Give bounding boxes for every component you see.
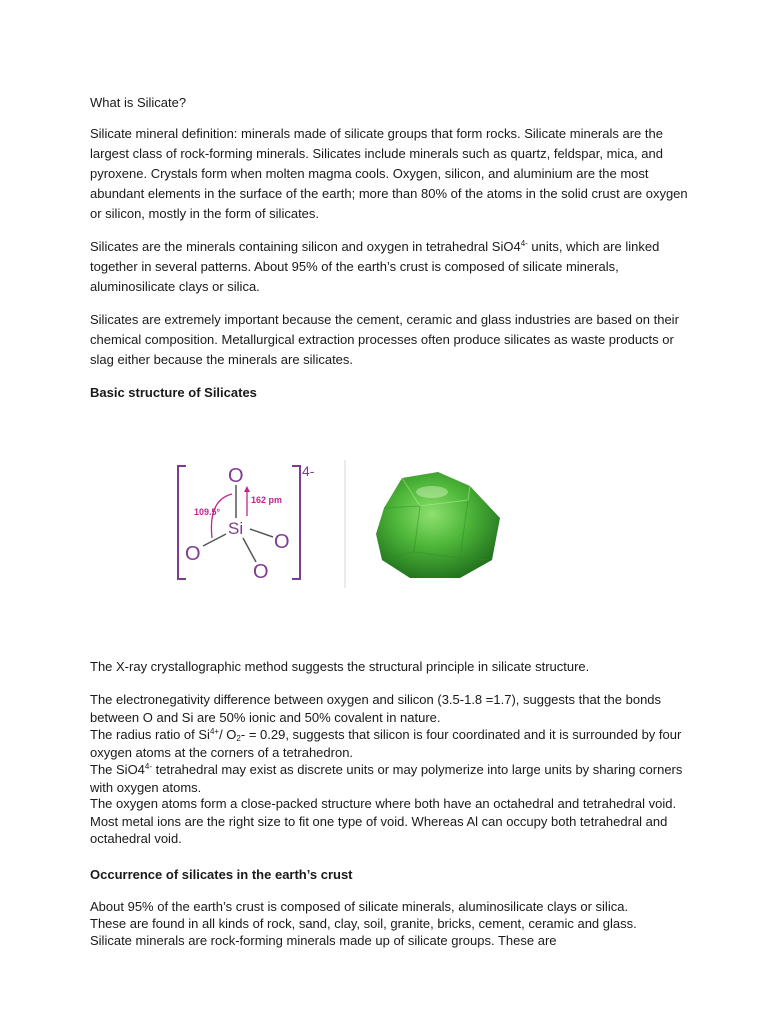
crystal-highlight [416,486,448,498]
text-run: tetrahedral may exist as discrete units or may polymerize into large units by sharing corners with oxygen atoms. [90,762,683,795]
text-run: - = 0.29, suggests that silicon is four coordinated and it is surrounded by four oxygen atoms at the corners of a tetrahedron. [90,727,682,760]
green-crystal-image [170,448,570,598]
occurrence-line: Silicate minerals are rock-forming minerals made up of silicate groups. These are [90,933,557,948]
radius-ratio-paragraph [90,726,690,761]
tetrahedral-units-paragraph [90,761,690,796]
packing-paragraph: The oxygen atoms form a close-packed structure where both have an octahedral and tetrahedral void. Most metal ions are the right size to fit one type of void. Whereas Al can occupy both tetrahedral and octahedral void. [90,796,677,847]
importance-paragraph: Silicates are extremely important because the cement, ceramic and glass industries are based on their chemical composition. Metallurgical extraction processes often produce silicates as waste products or slag either because the minerals are silicates. [90,312,679,367]
tetrahedral-paragraph [90,237,690,297]
page-title: What is Silicate? [90,95,187,110]
charge-superscript: 4- [144,762,153,771]
oxygen-right: O [274,531,290,553]
xray-paragraph: The X-ray crystallographic method suggests the structural principle in silicate structure. [90,659,590,674]
silicate-figure [170,448,570,598]
text-run: Silicates are the minerals containing silicon and oxygen in tetrahedral SiO4 [90,239,521,254]
text-run: units, which are linked together in several patterns. About 95% of the earth’s crust is composed of silicate minerals, aluminosilicate clays or silica. [90,239,660,294]
oxygen-bottom: O [253,561,269,583]
bond-angle-label: 109.5° [194,507,221,517]
oxygen-top: O [228,465,244,487]
occurrence-line: About 95% of the earth’s crust is composed of silicate minerals, aluminosilicate clays or silica. [90,899,629,914]
text-run: The radius ratio of Si [90,727,210,742]
text-run: / O [219,727,237,742]
oxygen-left: O [185,543,201,565]
text-run: The SiO4 [90,762,145,777]
silicon-atom: Si [228,519,244,538]
bond-length-label: 162 pm [251,495,283,505]
definition-paragraph: Silicate mineral definition: minerals made of silicate groups that form rocks. Silicate minerals are the largest class of rock-forming minerals. Silicates include minerals such as quartz, feldspar, mica, and pyroxene. Crystals form when molten magma cools. Oxygen, silicon, and aluminium are the most abundant elements in the surface of the earth; more than 80% of the atoms in the solid crust are oxygen or silicon, mostly in the form of silicates. [90,126,688,221]
section-heading-structure: Basic structure of Silicates [90,385,257,400]
charge-label: 4- [302,463,315,479]
charge-superscript: 4+ [209,727,220,736]
occurrence-line: These are found in all kinds of rock, sand, clay, soil, granite, bricks, cement, ceramic and glass. [90,916,637,931]
electronegativity-paragraph: The electronegativity difference between oxygen and silicon (3.5-1.8 =1.7), suggests that the bonds between O and Si are 50% ionic and 50% covalent in nature. [90,692,662,725]
charge-superscript: 4- [520,239,528,248]
section-heading-occurrence: Occurrence of silicates in the earth’s crust [90,867,353,882]
subscript: 2 [236,734,241,743]
